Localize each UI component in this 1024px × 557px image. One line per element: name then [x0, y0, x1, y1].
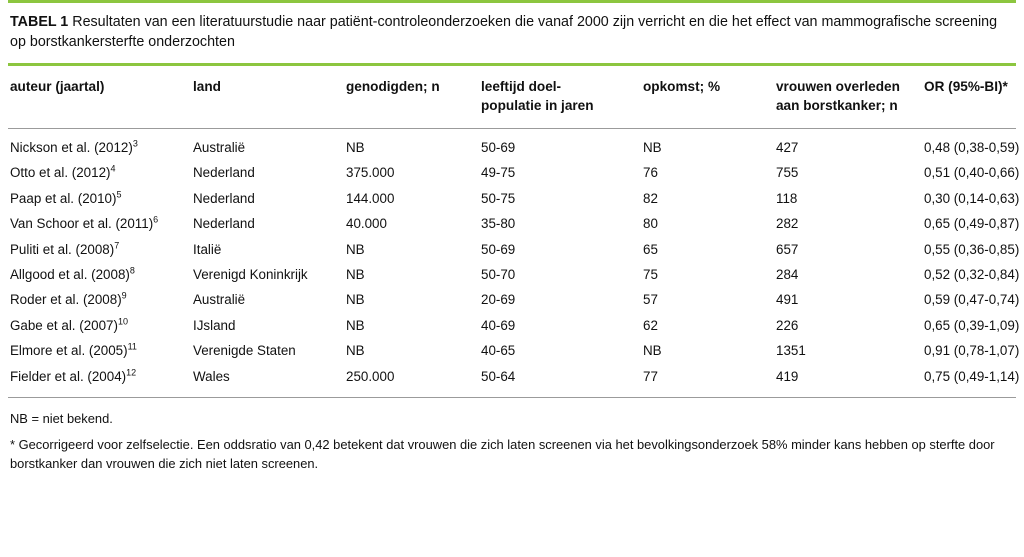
- column-header-overleden: [774, 66, 922, 128]
- cell-overleden: 419: [776, 368, 799, 384]
- cell-or: 0,65 (0,39-1,09): [924, 317, 1020, 333]
- column-header-leeftijd: [479, 66, 641, 128]
- table-body-block: [8, 129, 1020, 397]
- cell-auteur: [8, 338, 191, 363]
- cell-opkomst: NB: [643, 140, 662, 155]
- cell-opkomst: 65: [643, 241, 658, 257]
- cell-leeftijd: 50-64: [481, 368, 516, 384]
- cell-land: Nederland: [193, 165, 255, 181]
- reference-marker: 4: [110, 163, 116, 174]
- cell-leeftijd: 50-70: [481, 267, 516, 283]
- cell-leeftijd: 20-69: [481, 292, 516, 308]
- cell-land: Italië: [193, 241, 222, 257]
- cell-leeftijd: 40-65: [481, 343, 516, 359]
- table-row: [8, 313, 1016, 338]
- header-line-2: populatie in jaren: [481, 98, 594, 114]
- cell-leeftijd: 40-69: [481, 317, 516, 333]
- header-line-1: OR (95%-BI)*: [924, 78, 1008, 94]
- cell-auteur: [8, 135, 191, 160]
- column-header-genodigden: [344, 66, 479, 128]
- auteur-text: Roder et al. (2008): [10, 292, 122, 308]
- cell-opkomst: NB: [643, 343, 662, 359]
- cell-or: 0,51 (0,40-0,66): [924, 165, 1020, 181]
- header-line-1: genodigden; n: [346, 78, 440, 94]
- auteur-text: Puliti et al. (2008): [10, 241, 115, 257]
- cell-auteur: [8, 287, 191, 312]
- column-header-opkomst: [641, 66, 774, 128]
- cell-or: 0,59 (0,47-0,74): [924, 292, 1020, 308]
- cell-overleden: 657: [776, 241, 799, 257]
- auteur-text: Van Schoor et al. (2011): [10, 216, 154, 232]
- cell-genodigden: 40.000: [346, 216, 387, 232]
- table-row: [8, 160, 1016, 185]
- cell-leeftijd: 50-69: [481, 140, 516, 155]
- cell-overleden: 284: [776, 267, 799, 283]
- cell-genodigden: NB: [346, 317, 365, 333]
- cell-genodigden: NB: [346, 140, 365, 155]
- auteur-text: Fielder et al. (2004): [10, 368, 127, 384]
- header-line-1: auteur (jaartal): [10, 78, 105, 94]
- cell-or: 0,48 (0,38-0,59): [924, 140, 1020, 155]
- table-row: [8, 364, 1016, 389]
- footnote-abbreviation: NB = niet bekend.: [10, 411, 113, 427]
- reference-marker: 3: [132, 138, 138, 149]
- table-head: [8, 66, 1016, 128]
- cell-overleden: 282: [776, 216, 799, 232]
- reference-marker: 6: [153, 214, 159, 225]
- cell-leeftijd: 35-80: [481, 216, 516, 232]
- cell-land: Verenigd Koninkrijk: [193, 267, 308, 283]
- cell-genodigden: 250.000: [346, 368, 395, 384]
- cell-land: Nederland: [193, 190, 255, 206]
- table-row: [8, 211, 1016, 236]
- cell-opkomst: 76: [643, 165, 658, 181]
- reference-marker: 9: [121, 290, 127, 301]
- cell-overleden: 755: [776, 165, 799, 181]
- cell-overleden: 491: [776, 292, 799, 308]
- cell-leeftijd: 50-75: [481, 190, 516, 206]
- auteur-text: Allgood et al. (2008): [10, 267, 130, 283]
- column-header-auteur: [8, 66, 191, 128]
- table-number: TABEL 1: [10, 14, 69, 30]
- header-line-1: leeftijd doel-: [481, 78, 562, 94]
- reference-marker: 5: [116, 189, 122, 200]
- table-row: [8, 237, 1016, 262]
- header-line-2: aan borstkanker; n: [776, 98, 898, 114]
- table-row: [8, 262, 1016, 287]
- cell-opkomst: 77: [643, 368, 658, 384]
- cell-or: 0,52 (0,32-0,84): [924, 267, 1020, 283]
- auteur-text: Gabe et al. (2007): [10, 317, 118, 333]
- cell-leeftijd: 50-69: [481, 241, 516, 257]
- reference-marker: 11: [127, 341, 137, 352]
- table-row: [8, 287, 1016, 312]
- caption-text: Resultaten van een literatuurstudie naar patiënt-controleonderzoeken die vanaf 2000 zijn verricht en die het effect van mammografische screening op borstkankersterfte onderzochten: [10, 14, 998, 51]
- cell-land: Verenigde Staten: [193, 343, 296, 359]
- results-table: [8, 66, 1016, 128]
- cell-genodigden: NB: [346, 267, 365, 283]
- footnote-asterisk: * Gecorrigeerd voor zelfselectie. Een oddsratio van 0,42 betekent dat vrouwen die zich laten screenen via het bevolkingsonderzoek 58% minder kans hebben op sterfte door borstkanker dan vrouwen die zich niet laten screenen.: [10, 436, 995, 471]
- cell-genodigden: NB: [346, 241, 365, 257]
- auteur-text: Nickson et al. (2012): [10, 140, 133, 155]
- cell-overleden: 226: [776, 317, 799, 333]
- cell-genodigden: 375.000: [346, 165, 395, 181]
- auteur-text: Elmore et al. (2005): [10, 343, 128, 359]
- cell-land: Australië: [193, 292, 246, 308]
- cell-opkomst: 82: [643, 190, 658, 206]
- auteur-text: Paap et al. (2010): [10, 190, 117, 206]
- cell-opkomst: 62: [643, 317, 658, 333]
- table-row: [8, 186, 1016, 211]
- cell-auteur: [8, 186, 191, 211]
- header-row: [8, 66, 1016, 128]
- header-line-1: opkomst; %: [643, 78, 721, 94]
- table-body: [8, 135, 1020, 389]
- cell-land: Nederland: [193, 216, 255, 232]
- cell-auteur: [8, 211, 191, 236]
- header-line-1: land: [193, 78, 221, 94]
- cell-land: IJsland: [193, 317, 236, 333]
- cell-overleden: 427: [776, 140, 799, 155]
- cell-auteur: [8, 364, 191, 389]
- cell-auteur: [8, 237, 191, 262]
- column-header-land: [191, 66, 344, 128]
- cell-genodigden: NB: [346, 343, 365, 359]
- cell-opkomst: 75: [643, 267, 658, 283]
- cell-overleden: 118: [776, 190, 798, 206]
- cell-opkomst: 80: [643, 216, 658, 232]
- footnotes: [8, 398, 1016, 473]
- cell-overleden: 1351: [776, 343, 806, 359]
- cell-leeftijd: 49-75: [481, 165, 516, 181]
- reference-marker: 10: [117, 316, 128, 327]
- header-line-1: vrouwen overleden: [776, 78, 900, 94]
- cell-land: Wales: [193, 368, 230, 384]
- cell-genodigden: NB: [346, 292, 365, 308]
- cell-or: 0,30 (0,14-0,63): [924, 190, 1020, 206]
- column-header-or: [922, 66, 1016, 128]
- cell-or: 0,75 (0,49-1,14): [924, 368, 1020, 384]
- table-row: [8, 135, 1016, 160]
- cell-or: 0,65 (0,49-0,87): [924, 216, 1020, 232]
- cell-genodigden: 144.000: [346, 190, 395, 206]
- cell-auteur: [8, 160, 191, 185]
- auteur-text: Otto et al. (2012): [10, 165, 111, 181]
- reference-marker: 7: [114, 240, 120, 251]
- cell-opkomst: 57: [643, 292, 658, 308]
- table-row: [8, 338, 1016, 363]
- cell-or: 0,91 (0,78-1,07): [924, 343, 1020, 359]
- cell-auteur: [8, 313, 191, 338]
- cell-or: 0,55 (0,36-0,85): [924, 241, 1020, 257]
- table-caption: [8, 3, 1016, 63]
- cell-auteur: [8, 262, 191, 287]
- reference-marker: 8: [129, 265, 135, 276]
- results-table-body: [8, 135, 1020, 389]
- cell-land: Australië: [193, 140, 246, 155]
- reference-marker: 12: [126, 367, 137, 378]
